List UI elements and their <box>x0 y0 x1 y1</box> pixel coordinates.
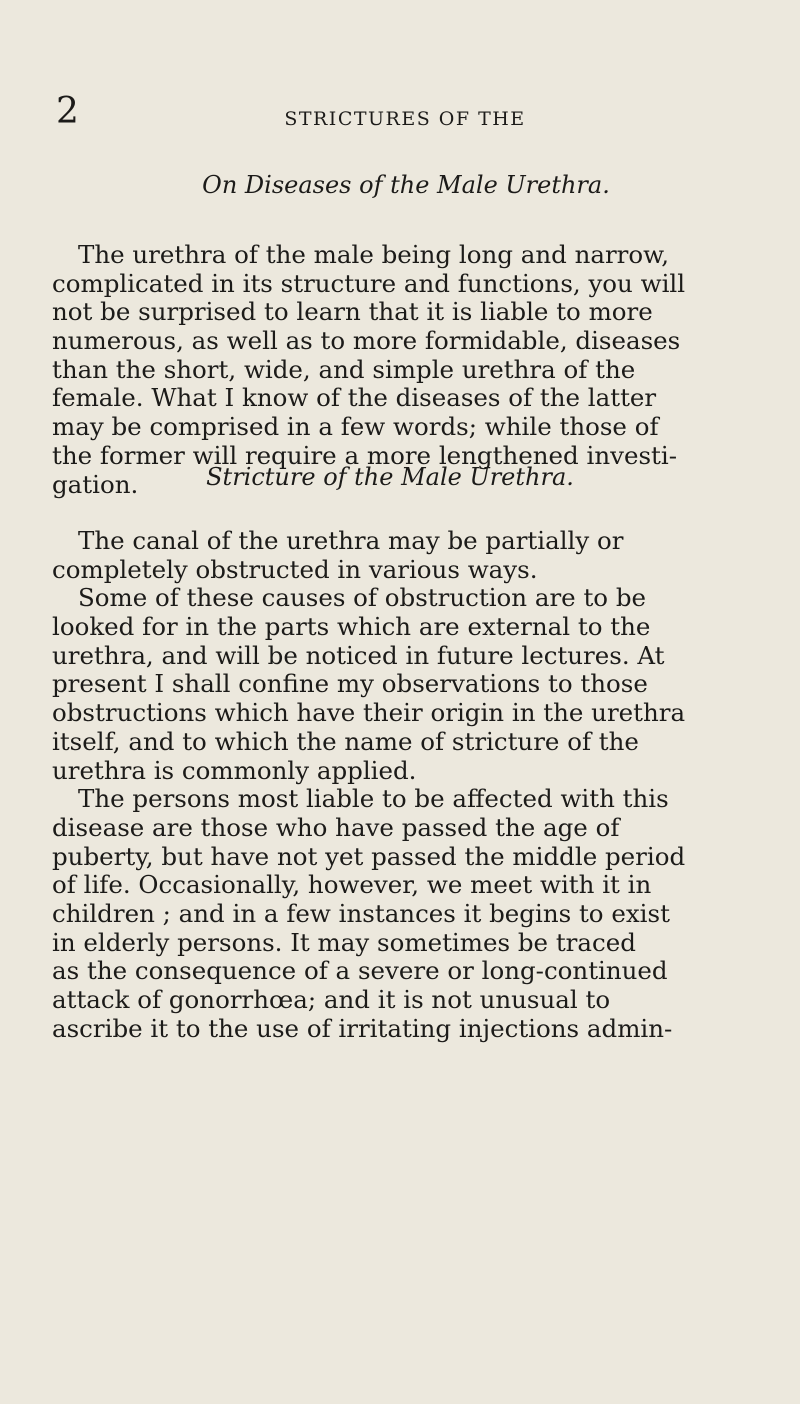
section-body-diseases <box>52 241 756 499</box>
text-line: looked for in the parts which are external to the <box>52 612 651 642</box>
text-line: than the short, wide, and simple urethra of the <box>52 354 636 384</box>
text-line: as the consequence of a severe or long-continued <box>52 956 668 986</box>
text-line: The canal of the urethra may be partially or <box>78 526 624 555</box>
text-line: children ; and in a few instances it begins to exist <box>52 898 670 928</box>
text-line: attack of gonorrhœa; and it is not unusual to <box>52 985 611 1014</box>
text-line: puberty, but have not yet passed the middle period <box>52 841 686 871</box>
text-line: urethra, and will be noticed in future lectures. At <box>52 640 665 670</box>
paragraph <box>52 527 756 584</box>
section-body-stricture <box>52 527 756 1043</box>
text-line: ascribe it to the use of irritating injections admin- <box>52 1013 673 1043</box>
text-line: The urethra of the male being long and narrow, <box>78 240 669 269</box>
text-line: of life. Occasionally, however, we meet with it in <box>52 870 652 900</box>
running-head: STRICTURES OF THE <box>284 108 526 130</box>
text-line: in elderly persons. It may sometimes be traced <box>52 927 636 957</box>
text-line: may be comprised in a few words; while those of <box>52 412 659 442</box>
paragraph <box>52 785 756 1043</box>
text-line: female. What I know of the diseases of the latter <box>52 383 657 413</box>
text-line: urethra is commonly applied. <box>52 755 417 785</box>
text-line: completely obstructed in various ways. <box>52 554 538 584</box>
text-line: gation. <box>52 469 139 499</box>
text-line: The persons most liable to be affected with this <box>78 784 669 814</box>
text-line: numerous, as well as to more formidable, diseases <box>52 326 681 356</box>
text-line: disease are those who have passed the age of <box>52 812 620 842</box>
text-line: itself, and to which the name of stricture of the <box>52 726 639 756</box>
text-line: not be surprised to learn that it is liable to more <box>52 297 653 327</box>
text-line: present I shall confine my observations to those <box>52 669 648 699</box>
section-heading-diseases: On Diseases of the Male Urethra. <box>202 171 610 199</box>
text-line: Some of these causes of obstruction are to be <box>78 583 647 613</box>
page-number: 2 <box>56 91 79 132</box>
paragraph <box>52 241 756 499</box>
section-heading-stricture: Stricture of the Male Urethra. <box>206 463 574 491</box>
text-line: the former will require a more lengthened investi- <box>52 440 677 470</box>
text-line: complicated in its structure and functions, you will <box>52 268 686 298</box>
paragraph <box>52 584 756 785</box>
text-line: obstructions which have their origin in the urethra <box>52 698 686 728</box>
